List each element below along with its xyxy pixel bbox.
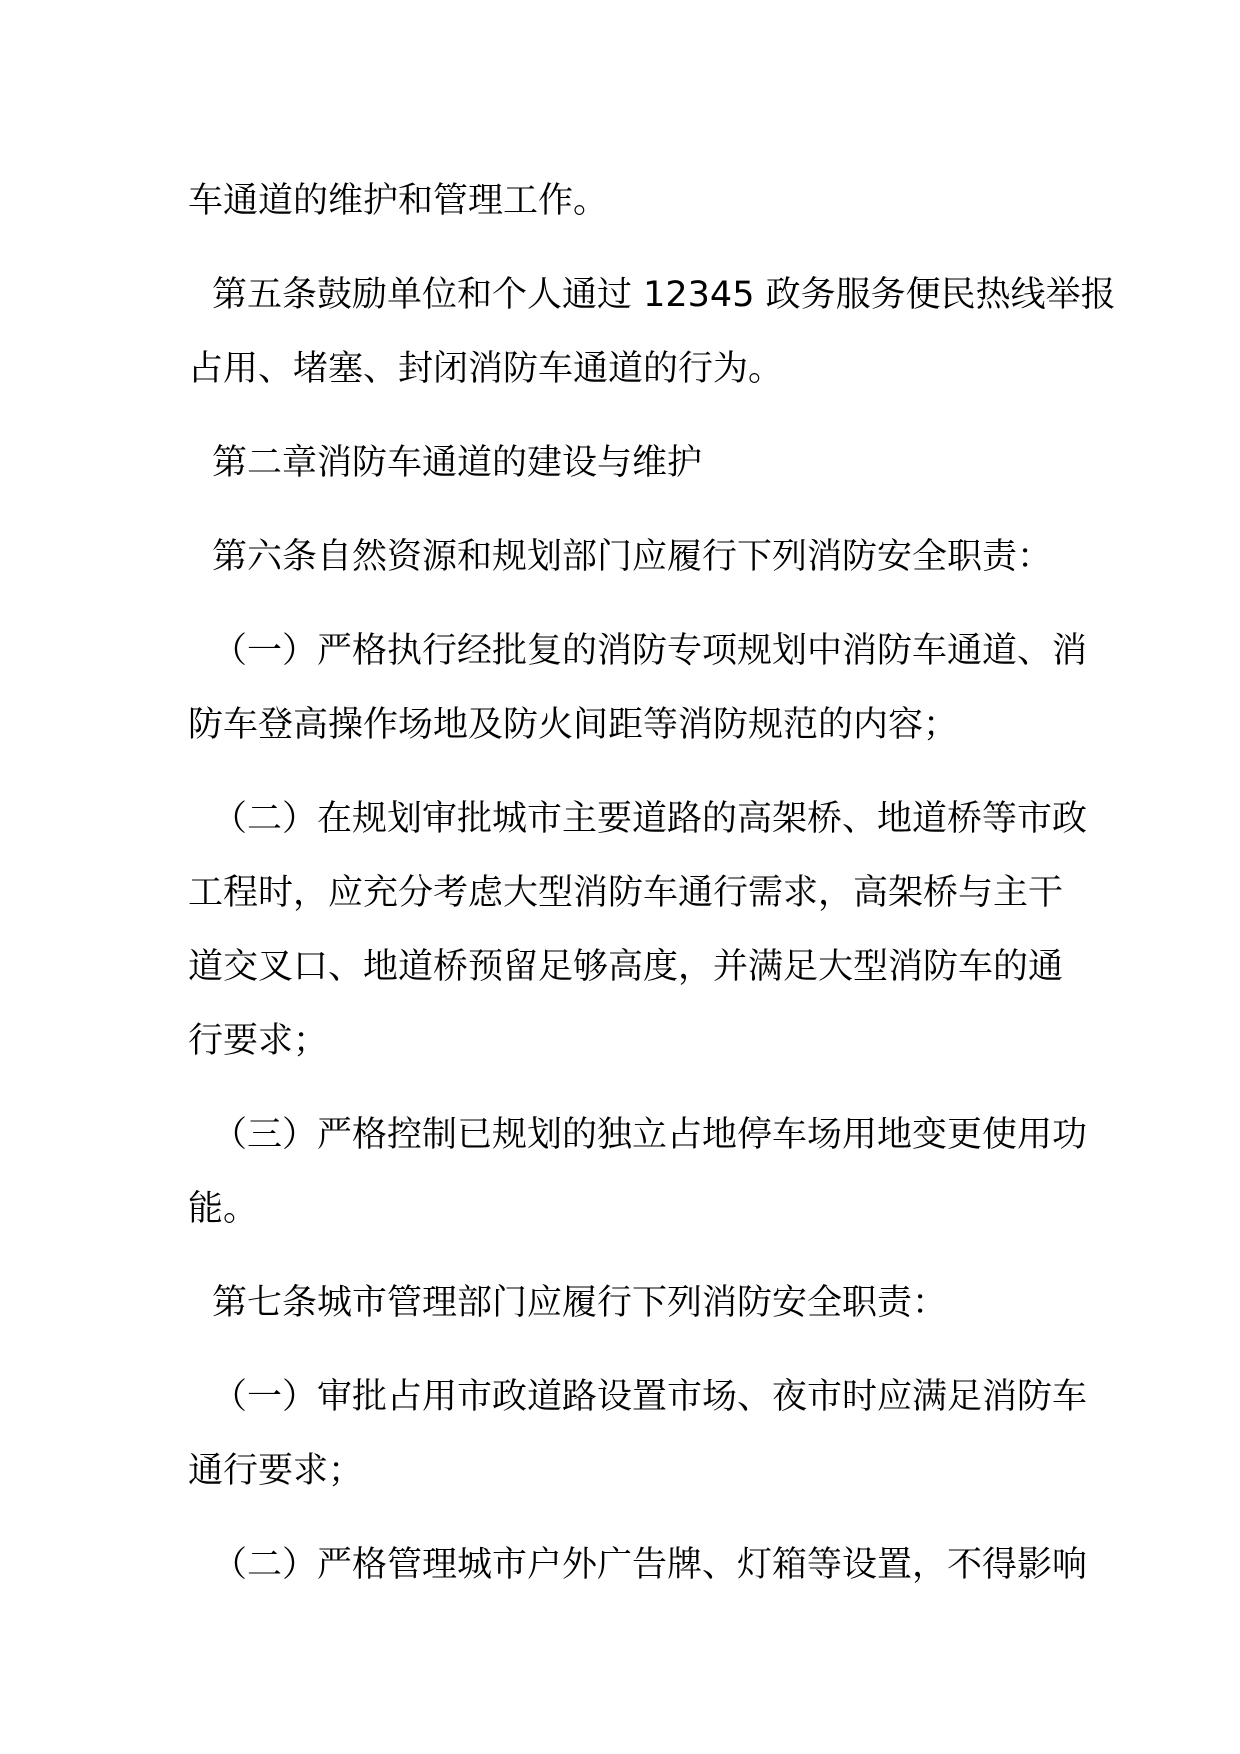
paragraph-article-7-item-1: [188, 1360, 1088, 1508]
chapter-2-heading: [188, 426, 1068, 500]
paragraph-article-6-item-2: [188, 782, 1088, 1078]
text-line: 第六条自然资源和规划部门应履行下列消防安全职责：: [212, 537, 1053, 577]
text-line: 第五条鼓励单位和个人通过 12345 政务服务便民热线举报: [212, 275, 1116, 315]
text-line: 第七条城市管理部门应履行下列消防安全职责：: [212, 1283, 948, 1323]
paragraph-article-6: [188, 520, 1068, 594]
text-line: （三）严格控制已规划的独立占地停车场用地变更使用功: [212, 1115, 1088, 1155]
text-line: 工程时，应充分考虑大型消防车通行需求，高架桥与主干: [188, 873, 1064, 913]
text-line: 道交叉口、地道桥预留足够高度，并满足大型消防车的通: [188, 947, 1064, 987]
text-line: 能。: [188, 1189, 259, 1229]
body-text: [188, 164, 1116, 1622]
text-line: （一）审批占用市政道路设置市场、夜市时应满足消防车: [212, 1377, 1088, 1417]
text-line: 车通道的维护和管理工作。: [188, 181, 609, 221]
paragraph-article-5: [188, 258, 1116, 406]
text-line: 行要求；: [188, 1021, 329, 1061]
paragraph-1: [188, 164, 1068, 238]
paragraph-article-6-item-1: [188, 614, 1088, 762]
paragraph-article-6-item-3: [188, 1098, 1088, 1246]
text-line: 通行要求；: [188, 1451, 364, 1491]
paragraph-article-7: [188, 1266, 1068, 1340]
text-line: （二）严格管理城市户外广告牌、灯箱等设置，不得影响: [212, 1545, 1088, 1585]
text-line: 防车登高操作场地及防火间距等消防规范的内容；: [188, 705, 959, 745]
text-line: 第二章消防车通道的建设与维护: [212, 443, 703, 483]
text-line: （一）严格执行经批复的消防专项规划中消防车通道、消: [212, 631, 1088, 671]
text-line: （二）在规划审批城市主要道路的高架桥、地道桥等市政: [212, 799, 1088, 839]
text-line: 占用、堵塞、封闭消防车通道的行为。: [188, 349, 784, 389]
paragraph-article-7-item-2: [188, 1528, 1088, 1602]
